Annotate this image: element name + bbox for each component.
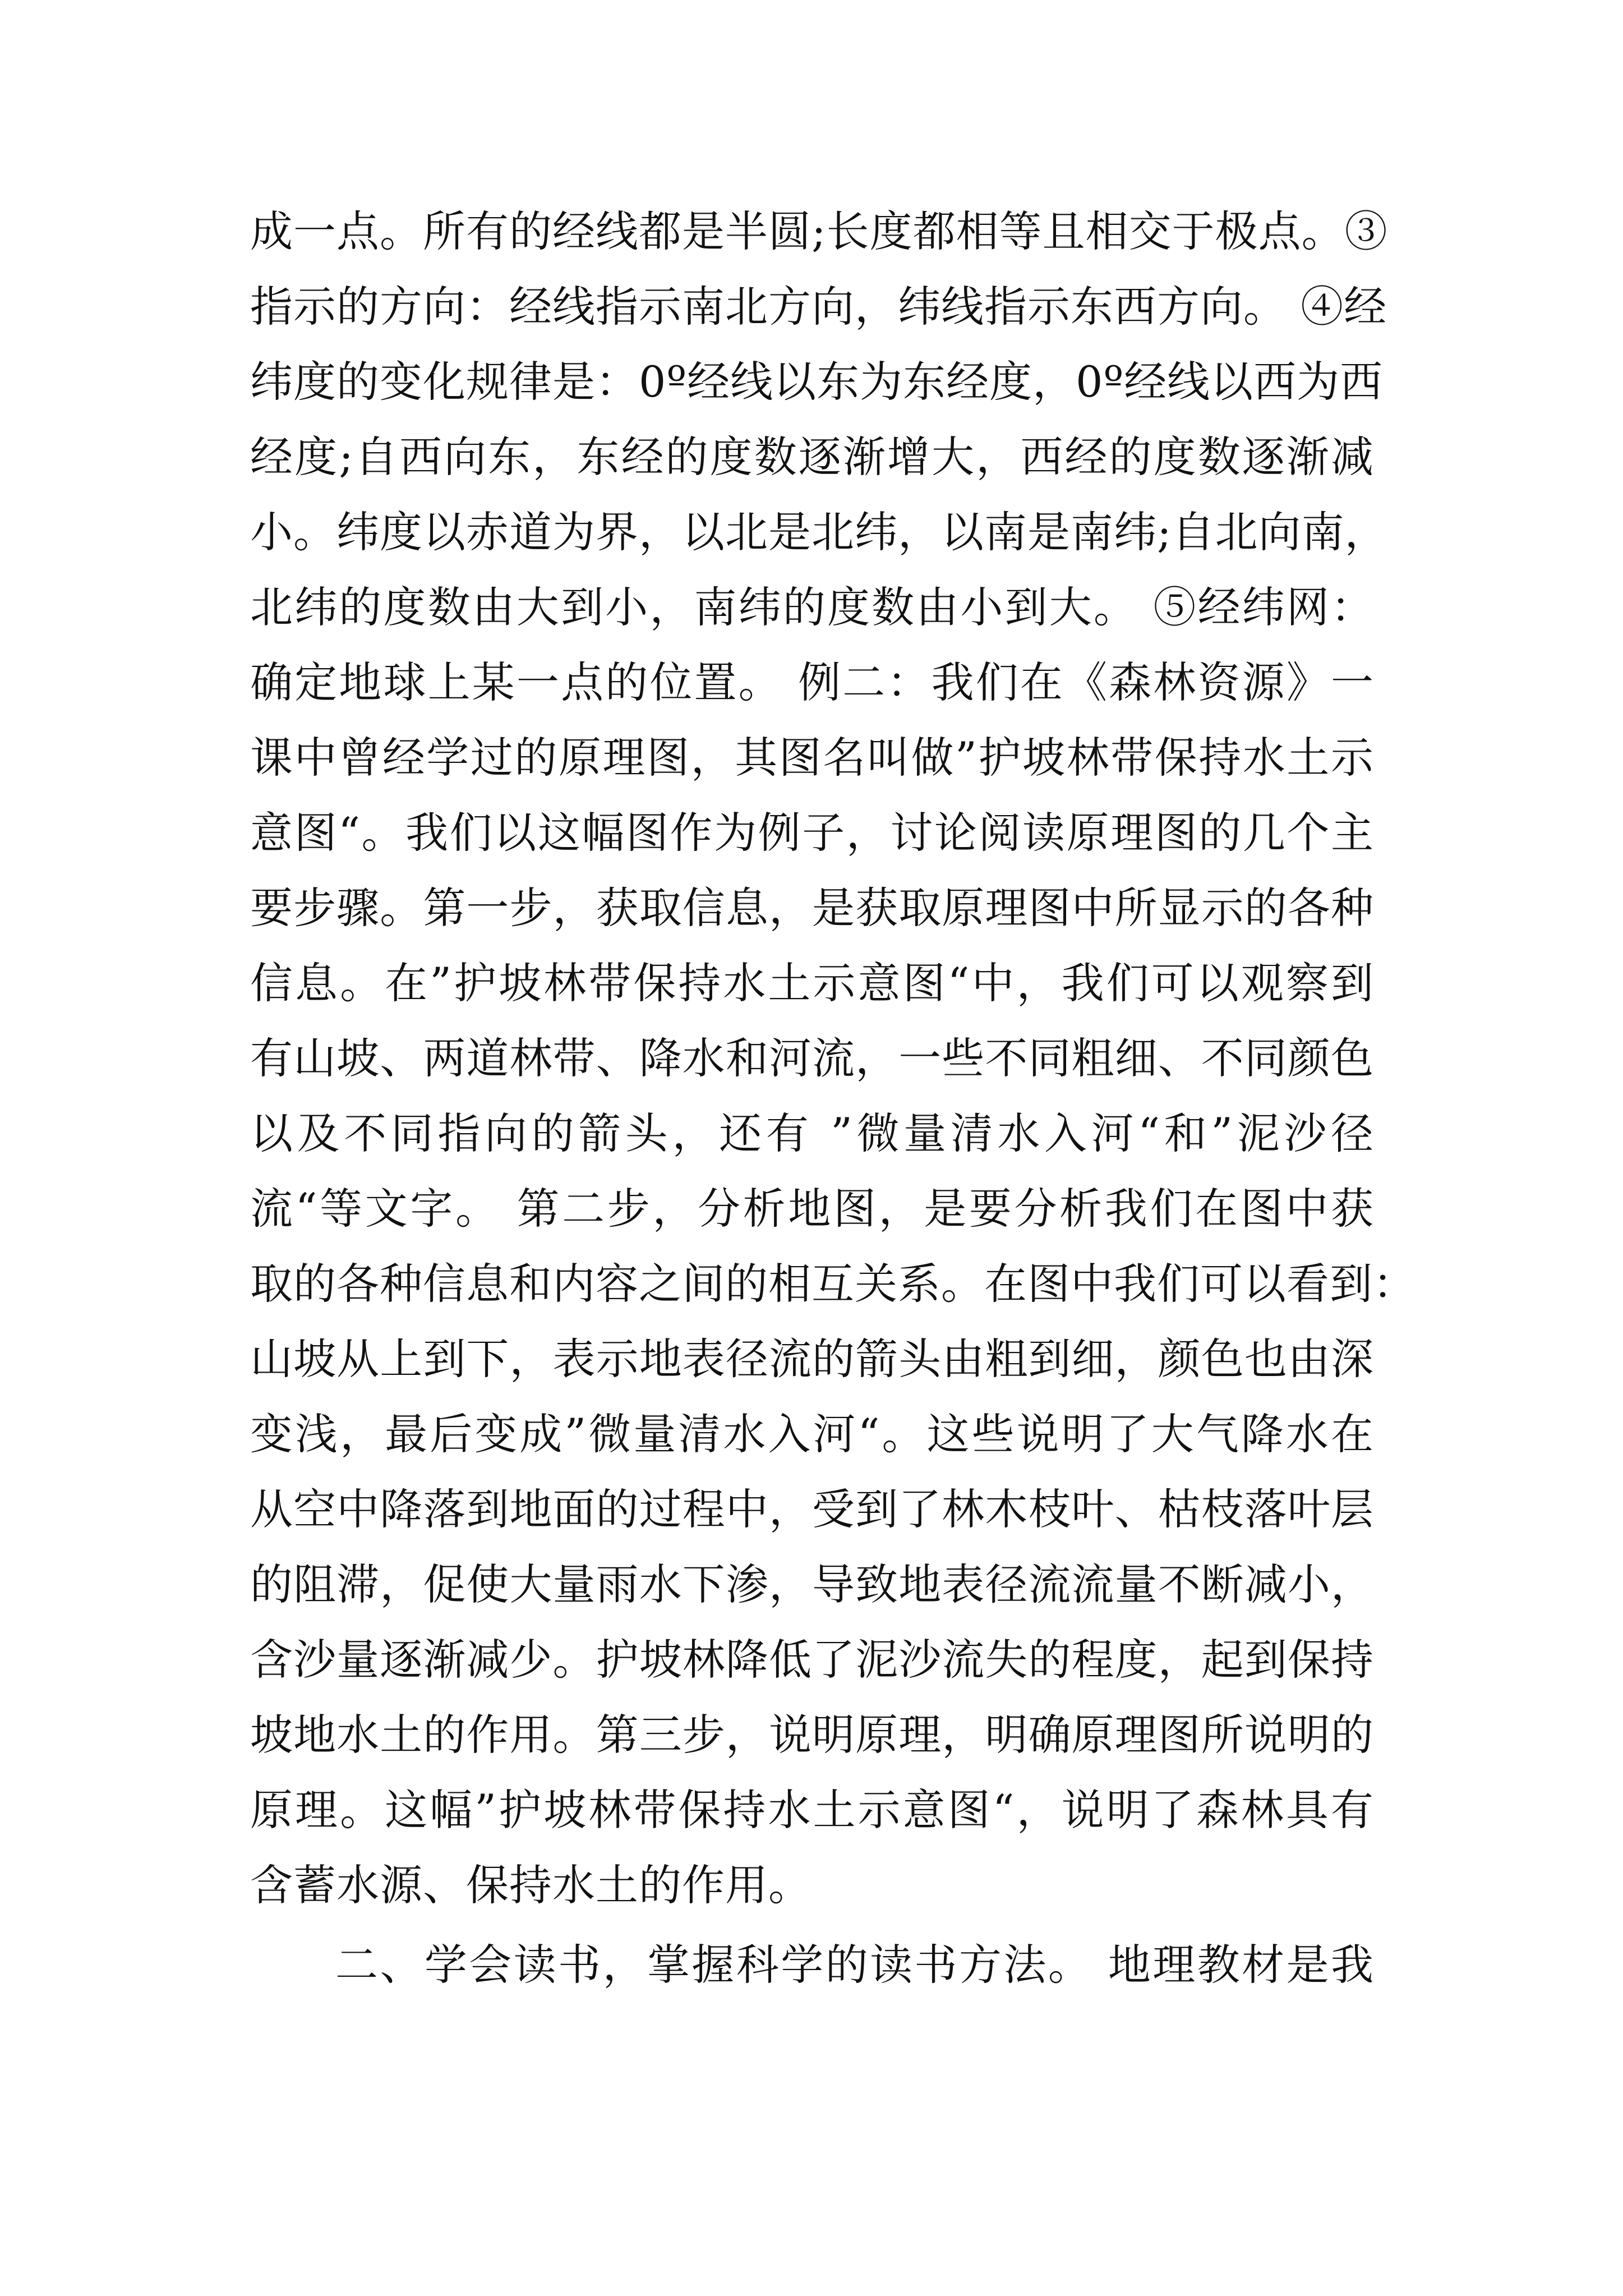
text-line: 原理。这幅”护坡林带保持水土示意图“，说明了森林具有	[250, 1785, 1374, 1835]
text-line: 意图“。我们以这幅图作为例子，讨论阅读原理图的几个主	[250, 808, 1374, 858]
text-line: 从空中降落到地面的过程中，受到了林木枝叶、枯枝落叶层	[250, 1484, 1374, 1534]
text-line: 以及不同指向的箭头，还有 ”微量清水入河“和”泥沙径	[250, 1108, 1374, 1158]
text-line: 确定地球上某一点的位置。 例二：我们在《森林资源》一	[250, 657, 1374, 707]
text-line: 有山坡、两道林带、降水和河流，一些不同粗细、不同颜色	[250, 1033, 1374, 1083]
text-line: 流“等文字。 第二步，分析地图，是要分析我们在图中获	[250, 1184, 1374, 1234]
paragraph-end-line: 含蓄水源、保持水土的作用。	[250, 1860, 811, 1910]
text-line: 成一点。所有的经线都是半圆;长度都相等且相交于极点。③	[250, 206, 1388, 256]
text-line: 山坡从上到下，表示地表径流的箭头由粗到细，颜色也由深	[250, 1334, 1374, 1384]
text-line: 坡地水土的作用。第三步，说明原理，明确原理图所说明的	[250, 1710, 1374, 1760]
text-line: 纬度的变化规律是：0º经线以东为东经度，0º经线以西为西	[250, 357, 1384, 407]
body-text	[250, 194, 1416, 2003]
text-line: 变浅，最后变成”微量清水入河“。这些说明了大气降水在	[250, 1409, 1374, 1459]
text-line: 课中曾经学过的原理图，其图名叫做”护坡林带保持水土示	[250, 733, 1374, 783]
text-line: 信息。在”护坡林带保持水土示意图“中，我们可以观察到	[250, 958, 1374, 1008]
section-heading-line: 二、学会读书，掌握科学的读书方法。 地理教材是我	[335, 1940, 1374, 1990]
text-line: 经度;自西向东，东经的度数逐渐增大，西经的度数逐渐减	[250, 432, 1374, 482]
text-line: 北纬的度数由大到小，南纬的度数由小到大。 ⑤经纬网：	[250, 582, 1374, 632]
text-line: 小。纬度以赤道为界，以北是北纬，以南是南纬;自北向南，	[250, 507, 1388, 557]
text-line: 的阻滞，促使大量雨水下渗，导致地表径流流量不断减小，	[250, 1559, 1374, 1609]
text-line: 指示的方向：经线指示南北方向，纬线指示东西方向。 ④经	[250, 282, 1387, 332]
text-line: 含沙量逐渐减少。护坡林降低了泥沙流失的程度，起到保持	[250, 1635, 1374, 1685]
text-line: 取的各种信息和内容之间的相互关系。在图中我们可以看到：	[250, 1259, 1416, 1309]
text-line: 要步骤。第一步，获取信息，是获取原理图中所显示的各种	[250, 883, 1374, 933]
